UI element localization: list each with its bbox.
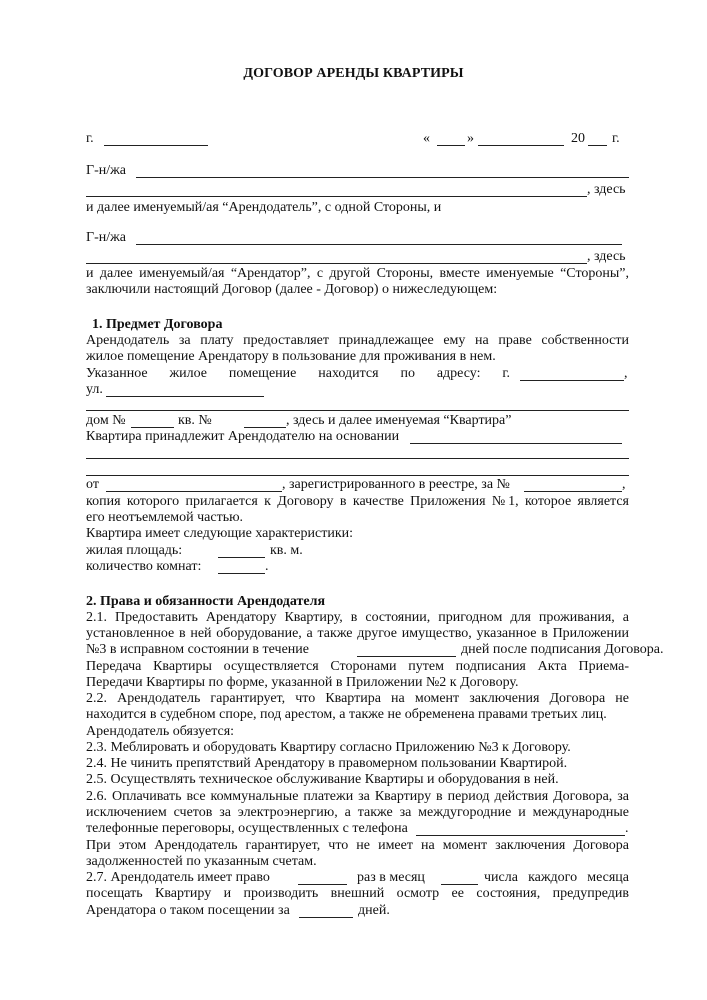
year-prefix: 20 bbox=[571, 131, 585, 146]
s2-p26-line2: исключением счетов за электроэнергию, а также за междугородние и международные bbox=[86, 805, 629, 820]
house-label: дом № bbox=[86, 413, 126, 428]
from-label: от bbox=[86, 477, 99, 492]
tenant-role-line: и далее именуемый/ая “Арендатор”, с другой Стороны, вместе именуемые “Стороны”, bbox=[86, 266, 629, 281]
date-open-quote: « bbox=[423, 131, 430, 146]
year-suffix: г. bbox=[612, 131, 620, 146]
area-label: жилая площадь: bbox=[86, 543, 183, 558]
s2-p27-line3b: дней. bbox=[358, 903, 390, 918]
visits-per-month-blank bbox=[298, 884, 347, 885]
tenant-name-blank bbox=[136, 244, 622, 245]
s2-p26-line1: 2.6. Оплачивать все коммунальные платежи за Квартиру в период действия Договора, за bbox=[86, 789, 629, 804]
s2-p22-line1: 2.2. Арендодатель гарантирует, что Квартира на момент заключения Договора не bbox=[86, 691, 629, 706]
city-prefix: г. bbox=[86, 131, 94, 146]
ownership-basis: Квартира принадлежит Арендодателю на основании bbox=[86, 429, 400, 444]
s2-p26-line4: При этом Арендодатель гарантирует, что не имеет на момент заключения Договора bbox=[86, 838, 629, 853]
s2-p27-line1b: раз в месяц bbox=[357, 870, 425, 885]
area-blank bbox=[218, 557, 265, 558]
registry-number-blank bbox=[524, 491, 622, 492]
visit-day-blank bbox=[441, 884, 478, 885]
notice-days-blank bbox=[299, 917, 353, 918]
day-blank bbox=[437, 145, 465, 146]
s2-p21-line5: Передачи Квартиры по форме, указанной в Приложении №2 к Договору. bbox=[86, 675, 519, 690]
basis-blank-3 bbox=[86, 475, 629, 476]
s2-p25: 2.5. Осуществлять техническое обслуживание Квартиры и оборудования в ней. bbox=[86, 772, 559, 787]
rooms-blank bbox=[218, 573, 265, 574]
landlord-role-line: и далее именуемый/ая “Арендодатель”, с одной Стороны, и bbox=[86, 200, 442, 215]
s1-copy-line1: копия которого прилагается к Договору в качестве Приложения №1, которое является bbox=[86, 494, 629, 509]
address-city-blank bbox=[520, 380, 624, 381]
section-1-heading: 1. Предмет Договора bbox=[92, 317, 223, 332]
s2-p21-line2: установленное в ней оборудование, а также другое имущество, указанное в Приложении bbox=[86, 626, 629, 641]
street-blank bbox=[106, 396, 264, 397]
city-blank bbox=[104, 145, 208, 146]
date-close-quote: » bbox=[467, 131, 474, 146]
handover-days-blank bbox=[357, 656, 456, 657]
s2-p21-line3a: №3 в исправном состоянии в течение bbox=[86, 642, 309, 657]
s2-p27-line1c: числа каждого месяца bbox=[484, 870, 629, 885]
s2-p23: 2.3. Меблировать и оборудовать Квартиру согласно Приложению №3 к Договору. bbox=[86, 740, 571, 755]
s1-p1-line1: Арендодатель за плату предоставляет принадлежащее ему на праве собственности bbox=[86, 333, 629, 348]
address-comma: , bbox=[624, 366, 628, 381]
apt-tail: , здесь и далее именуемая “Квартира” bbox=[286, 413, 512, 428]
s2-p26-line5: задолженностей по указанным счетам. bbox=[86, 854, 317, 869]
address-blank-line bbox=[86, 410, 629, 411]
s2-p21-line1: 2.1. Предоставить Арендатору Квартиру, в состоянии, пригодном для проживания, а bbox=[86, 610, 629, 625]
s2-p22-line2: находится в судебном споре, под арестом, а также не обременена правами третьих лиц. bbox=[86, 707, 607, 722]
tenant-label: Г-н/жа bbox=[86, 230, 127, 245]
s2-p24: 2.4. Не чинить препятствий Арендатору в правомерном пользовании Квартирой. bbox=[86, 756, 568, 771]
landlord-name-blank-2 bbox=[86, 196, 587, 197]
tenant-name-blank-2 bbox=[86, 263, 587, 264]
landlord-name-blank bbox=[136, 177, 629, 178]
s2-p27-line2: посещать Квартиру и производить внешний осмотр ее состояния, предупредив bbox=[86, 886, 629, 901]
s2-obliged: Арендодатель обязуется: bbox=[86, 724, 235, 739]
from-blank bbox=[106, 491, 282, 492]
landlord-here: , здесь bbox=[587, 182, 626, 197]
registered-label: , зарегистрированного в реестре, за № bbox=[282, 477, 510, 492]
rooms-end: . bbox=[265, 559, 269, 574]
section-2-heading: 2. Права и обязанности Арендодателя bbox=[86, 594, 326, 609]
landlord-label: Г-н/жа bbox=[86, 163, 127, 178]
house-blank bbox=[131, 427, 174, 428]
s1-address-line: Указанное жилое помещение находится по адресу: г. bbox=[86, 366, 510, 381]
street-label: ул. bbox=[86, 382, 103, 397]
basis-blank bbox=[410, 443, 622, 444]
rooms-label: количество комнат: bbox=[86, 559, 202, 574]
apt-blank bbox=[244, 427, 286, 428]
s2-p26-line3-end: . bbox=[625, 821, 629, 836]
document-title: ДОГОВОР АРЕНДЫ КВАРТИРЫ bbox=[243, 66, 464, 81]
registry-comma: , bbox=[622, 477, 626, 492]
s2-p27-line1a: 2.7. Арендодатель имеет право bbox=[86, 870, 270, 885]
s2-p21-line4: Передача Квартиры осуществляется Сторонами путем подписания Акта Приема- bbox=[86, 659, 629, 674]
s1-characteristics: Квартира имеет следующие характеристики: bbox=[86, 526, 354, 541]
s2-p21-line3b: дней после подписания Договора. bbox=[461, 642, 664, 657]
apt-label: кв. № bbox=[178, 413, 212, 428]
s1-p1-line2: жилое помещение Арендатору в пользование для проживания в нем. bbox=[86, 349, 496, 364]
month-blank bbox=[478, 145, 564, 146]
basis-blank-2 bbox=[86, 458, 629, 459]
year-blank bbox=[588, 145, 607, 146]
s2-p26-line3: телефонные переговоры, осуществленных с телефона bbox=[86, 821, 408, 836]
area-unit: кв. м. bbox=[270, 543, 303, 558]
tenant-here: , здесь bbox=[587, 249, 626, 264]
s1-copy-line2: его неотъемлемой частью. bbox=[86, 510, 244, 525]
phone-blank bbox=[416, 835, 625, 836]
agreement-intro: заключили настоящий Договор (далее - Договор) о нижеследующем: bbox=[86, 282, 498, 297]
s2-p27-line3a: Арендатора о таком посещении за bbox=[86, 903, 290, 918]
